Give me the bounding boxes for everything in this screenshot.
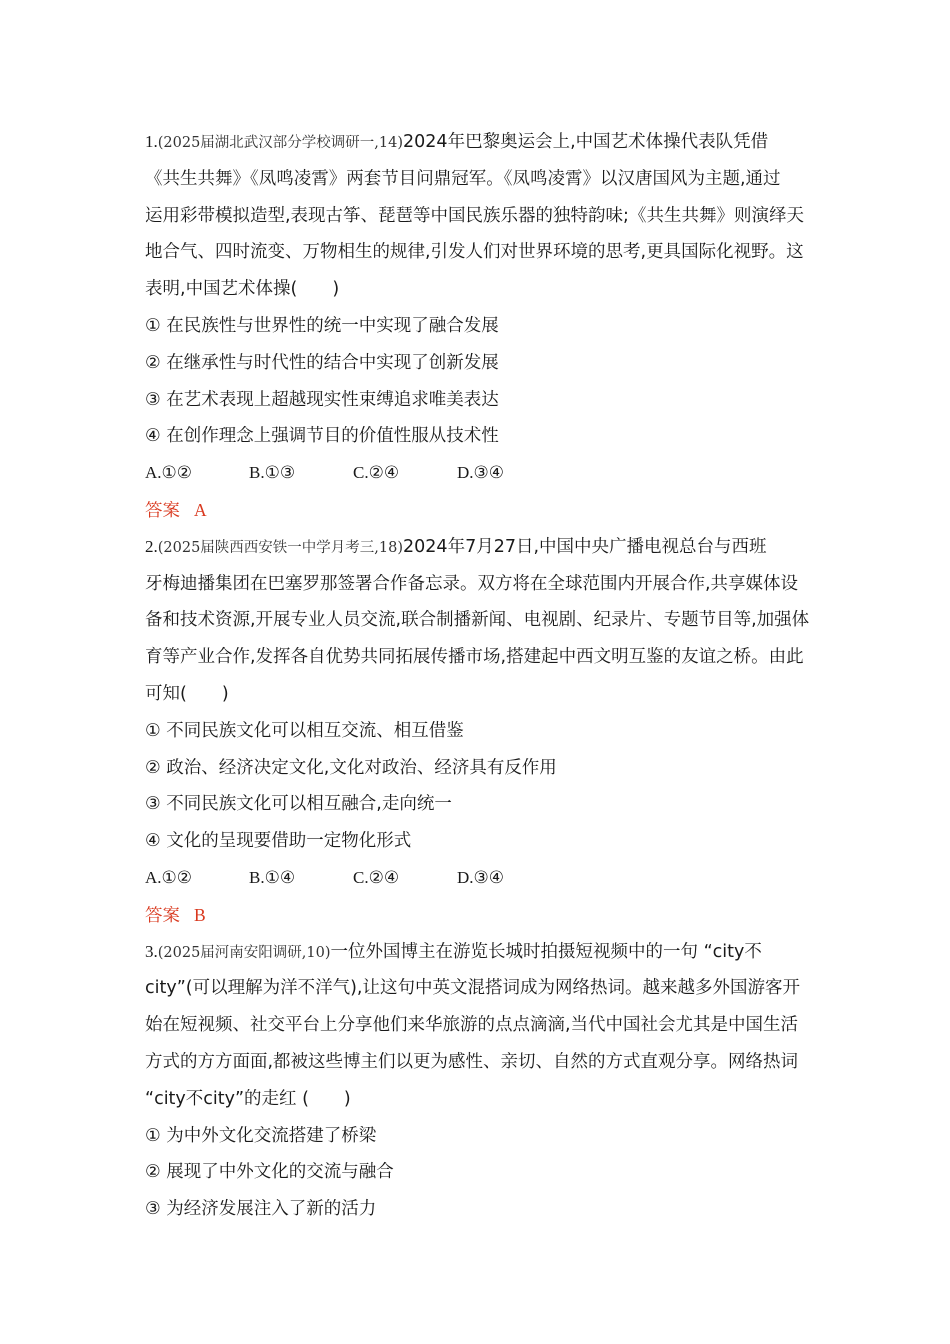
stem-line: 表明,中国艺术体操( ) <box>145 279 340 300</box>
stem-line: 运用彩带模拟造型,表现古筝、琵琶等中国民族乐器的独特韵味;《共生共舞》则演绎天 <box>145 205 804 226</box>
question-stem-first-line <box>145 529 810 566</box>
question-1 <box>145 124 810 529</box>
question-number: 1. <box>145 132 158 151</box>
question-list <box>145 124 810 1228</box>
stem-line: 可知( ) <box>145 683 229 704</box>
option-d: D.③④ <box>457 463 505 483</box>
option-b: B.①③ <box>249 463 296 483</box>
stem-line: 《共生共舞》《凤鸣凌霄》两套节目问鼎冠军。《凤鸣凌霄》以汉唐国风为主题,通过 <box>145 168 781 189</box>
answer-options <box>145 455 810 492</box>
answer-options <box>145 860 810 897</box>
stem-line: 地合气、四时流变、万物相生的规律,引发人们对世界环境的思考,更具国际化视野。这 <box>145 242 804 263</box>
stem-line: city”(可以理解为洋不洋气),让这句中英文混搭词成为网络热词。越来越多外国游客开 <box>145 978 800 999</box>
statement: ④ 在创作理念上强调节目的价值性服从技术性 <box>145 426 499 447</box>
answer-line <box>145 897 810 934</box>
stem-text: 2024年7月27日,中国中央广播电视总台与西班 <box>403 536 767 557</box>
question-source: (2025届陕西西安铁一中学月考三,18) <box>157 539 404 556</box>
statement: ② 在继承性与时代性的结合中实现了创新发展 <box>145 352 499 373</box>
option-d: D.③④ <box>457 867 505 887</box>
statement: ③ 为经济发展注入了新的活力 <box>145 1199 377 1220</box>
answer-label: 答案 <box>145 500 180 521</box>
statement: ② 政治、经济决定文化,文化对政治、经济具有反作用 <box>145 757 557 778</box>
answer-value: A <box>194 499 207 520</box>
stem-line: 始在短视频、社交平台上分享他们来华旅游的点点滴滴,当代中国社会尤其是中国生活 <box>145 1015 799 1036</box>
question-source: (2025届湖北武汉部分学校调研一,14) <box>157 135 404 151</box>
statement: ① 在民族性与世界性的统一中实现了融合发展 <box>145 315 499 336</box>
statement: ① 不同民族文化可以相互交流、相互借鉴 <box>145 720 464 741</box>
statement: ③ 不同民族文化可以相互融合,走向统一 <box>145 794 452 815</box>
stem-line: “city不city”的走红 ( ) <box>145 1088 351 1109</box>
answer-value: B <box>194 904 206 925</box>
answer-label: 答案 <box>145 905 180 926</box>
option-a: A.①② <box>145 867 193 887</box>
statement: ④ 文化的呈现要借助一定物化形式 <box>145 831 412 852</box>
stem-line: 牙梅迪播集团在巴塞罗那签署合作备忘录。双方将在全球范围内开展合作,共享媒体设 <box>145 573 799 594</box>
question-stem-first-line <box>145 934 810 971</box>
option-a: A.①② <box>145 463 193 483</box>
question-stem-first-line <box>145 124 810 161</box>
stem-text: 2024年巴黎奥运会上,中国艺术体操代表队凭借 <box>403 132 769 152</box>
option-c: C.②④ <box>353 867 400 887</box>
stem-line: 备和技术资源,开展专业人员交流,联合制播新闻、电视剧、纪录片、专题节目等,加强体 <box>145 610 810 631</box>
stem-line: 方式的方方面面,都被这些博主们以更为感性、亲切、自然的方式直观分享。网络热词 <box>145 1051 799 1072</box>
statement: ③ 在艺术表现上超越现实性束缚追求唯美表达 <box>145 389 499 410</box>
stem-text: 一位外国博主在游览长城时拍摄短视频中的一句 “city不 <box>330 941 762 962</box>
question-source: (2025届河南安阳调研,10) <box>157 944 331 961</box>
question-number: 3. <box>145 941 158 961</box>
statement: ① 为中外文化交流搭建了桥梁 <box>145 1125 377 1146</box>
stem-line: 育等产业合作,发挥各自优势共同拓展传播市场,搭建起中西文明互鉴的友谊之桥。由此 <box>145 647 804 668</box>
question-3 <box>145 934 810 1228</box>
question-number: 2. <box>145 536 158 556</box>
statement: ② 展现了中外文化的交流与融合 <box>145 1162 394 1183</box>
question-2 <box>145 529 810 934</box>
option-b: B.①④ <box>249 867 296 887</box>
answer-line <box>145 492 810 529</box>
option-c: C.②④ <box>353 463 400 483</box>
